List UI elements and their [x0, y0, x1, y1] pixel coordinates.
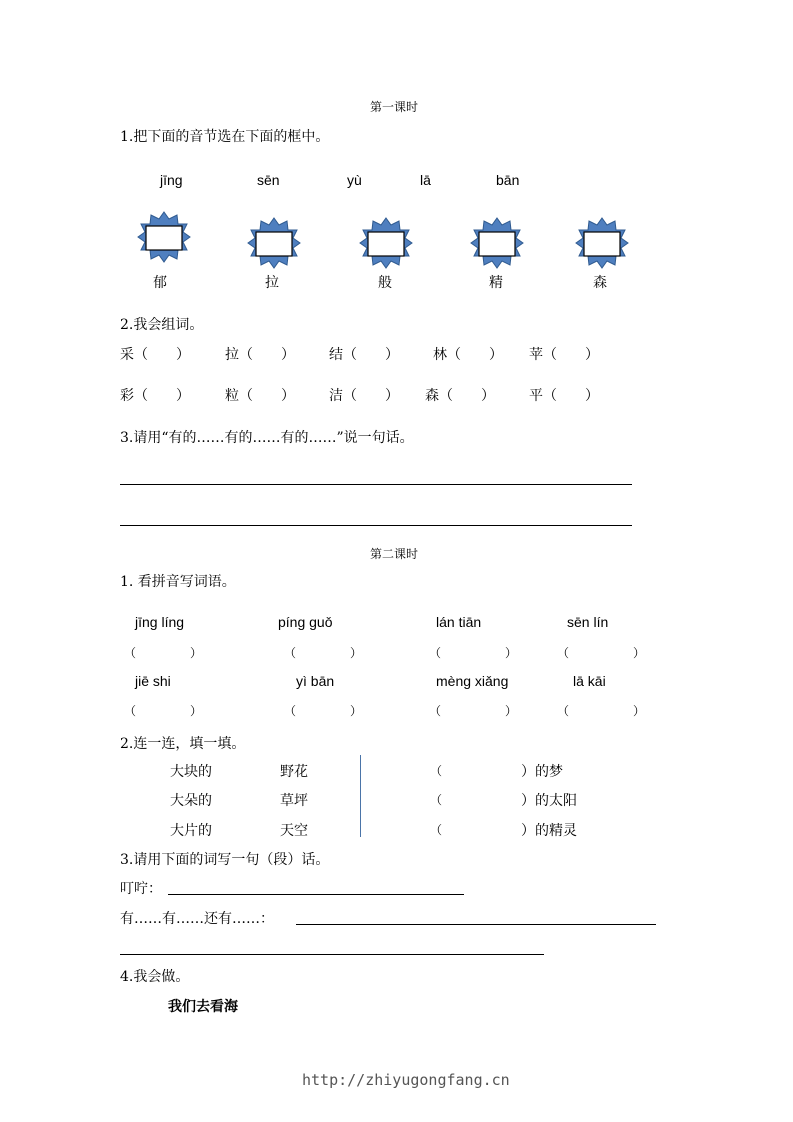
lesson2-q1: 1. 看拼音写词语。	[120, 574, 236, 590]
paren-close: ）	[350, 646, 363, 660]
pinyin-2: yù	[347, 172, 362, 188]
lesson2-q2: 2.连一连，填一填。	[120, 736, 246, 752]
match-mid[interactable]: 草坪	[280, 793, 308, 809]
paren-close: ）	[633, 704, 646, 718]
answer-box[interactable]	[146, 226, 182, 250]
match-mid[interactable]: 天空	[280, 823, 308, 839]
paren-close: ）	[505, 704, 518, 718]
char-3: 精	[489, 275, 503, 291]
answer-box[interactable]	[584, 232, 620, 256]
star-badge-icon	[247, 216, 301, 270]
paren-open: （	[284, 646, 297, 660]
lesson1-q1: 1.把下面的音节选在下面的框中。	[120, 129, 330, 145]
word-blank[interactable]: 采（ ）	[120, 347, 190, 363]
pinyin-word: píng guǒ	[278, 614, 333, 630]
word-blank[interactable]: 洁（ ）	[329, 388, 399, 404]
pinyin-word: sēn lín	[567, 614, 609, 630]
word-blank[interactable]: 苹（ ）	[529, 347, 599, 363]
char-4: 森	[593, 275, 607, 291]
lesson2-title: 第二课时	[370, 547, 419, 561]
paren-close: ）	[633, 646, 646, 660]
word-blank[interactable]: 平（ ）	[529, 388, 599, 404]
paren-open: （	[557, 704, 570, 718]
pinyin-word: yì bān	[296, 673, 335, 689]
answer-box[interactable]	[256, 232, 292, 256]
lesson2-q4: 4.我会做。	[120, 969, 190, 985]
char-2: 般	[378, 275, 392, 291]
word-blank[interactable]: 彩（ ）	[120, 388, 190, 404]
paren-close: ）	[505, 646, 518, 660]
paren-open: （	[557, 646, 570, 660]
lesson1-title: 第一课时	[370, 100, 419, 114]
match-divider	[360, 755, 361, 837]
match-paren: （	[430, 793, 443, 807]
answer-line[interactable]	[296, 924, 656, 925]
match-right[interactable]: ）的梦	[521, 764, 563, 780]
paren-open: （	[284, 704, 297, 718]
pinyin-4: bān	[496, 172, 520, 188]
word-blank[interactable]: 拉（ ）	[225, 347, 295, 363]
match-left[interactable]: 大片的	[170, 823, 212, 839]
match-mid[interactable]: 野花	[280, 764, 308, 780]
lesson1-q3: 3.请用“有的……有的……有的……”说一句话。	[120, 430, 414, 446]
q4-title: 我们去看海	[168, 999, 238, 1015]
word-blank[interactable]: 森（ ）	[425, 388, 495, 404]
paren-close: ）	[190, 646, 203, 660]
paren-open: （	[124, 646, 137, 660]
lesson2-q3: 3.请用下面的词写一句（段）话。	[120, 852, 330, 868]
q3-label-b: 有……有……还有……：	[120, 911, 274, 927]
star-badge-icon	[137, 210, 191, 264]
paren-close: ）	[350, 704, 363, 718]
match-left[interactable]: 大朵的	[170, 793, 212, 809]
char-1: 拉	[265, 275, 279, 291]
star-badge-icon	[359, 216, 413, 270]
paren-close: ）	[190, 704, 203, 718]
pinyin-word: jīng líng	[135, 614, 185, 630]
paren-open: （	[124, 704, 137, 718]
match-left[interactable]: 大块的	[170, 764, 212, 780]
answer-line[interactable]	[120, 525, 632, 526]
pinyin-3: lā	[420, 172, 431, 188]
pinyin-word: lán tiān	[436, 614, 482, 630]
answer-line[interactable]	[168, 894, 464, 895]
answer-line[interactable]	[120, 484, 632, 485]
star-badge-icon	[470, 216, 524, 270]
paren-open: （	[429, 646, 442, 660]
star-badge-icon	[575, 216, 629, 270]
pinyin-1: sēn	[257, 172, 280, 188]
pinyin-word: lā kāi	[573, 673, 606, 689]
lesson1-q2: 2.我会组词。	[120, 317, 204, 333]
q3-label-a: 叮咛：	[120, 881, 162, 897]
answer-line[interactable]	[120, 954, 544, 955]
answer-box[interactable]	[368, 232, 404, 256]
match-right[interactable]: ）的太阳	[521, 793, 577, 809]
word-blank[interactable]: 结（ ）	[329, 347, 399, 363]
pinyin-word: mèng xiǎng	[436, 673, 509, 689]
word-blank[interactable]: 粒（ ）	[225, 388, 295, 404]
word-blank[interactable]: 林（ ）	[433, 347, 503, 363]
pinyin-word: jiē shi	[135, 673, 171, 689]
answer-box[interactable]	[479, 232, 515, 256]
footer-url[interactable]: http://zhiyugongfang.cn	[302, 1071, 510, 1089]
match-paren: （	[430, 823, 443, 837]
char-0: 郁	[153, 275, 167, 291]
match-paren: （	[430, 764, 443, 778]
match-right[interactable]: ）的精灵	[521, 823, 577, 839]
pinyin-0: jīng	[160, 172, 183, 188]
paren-open: （	[429, 704, 442, 718]
